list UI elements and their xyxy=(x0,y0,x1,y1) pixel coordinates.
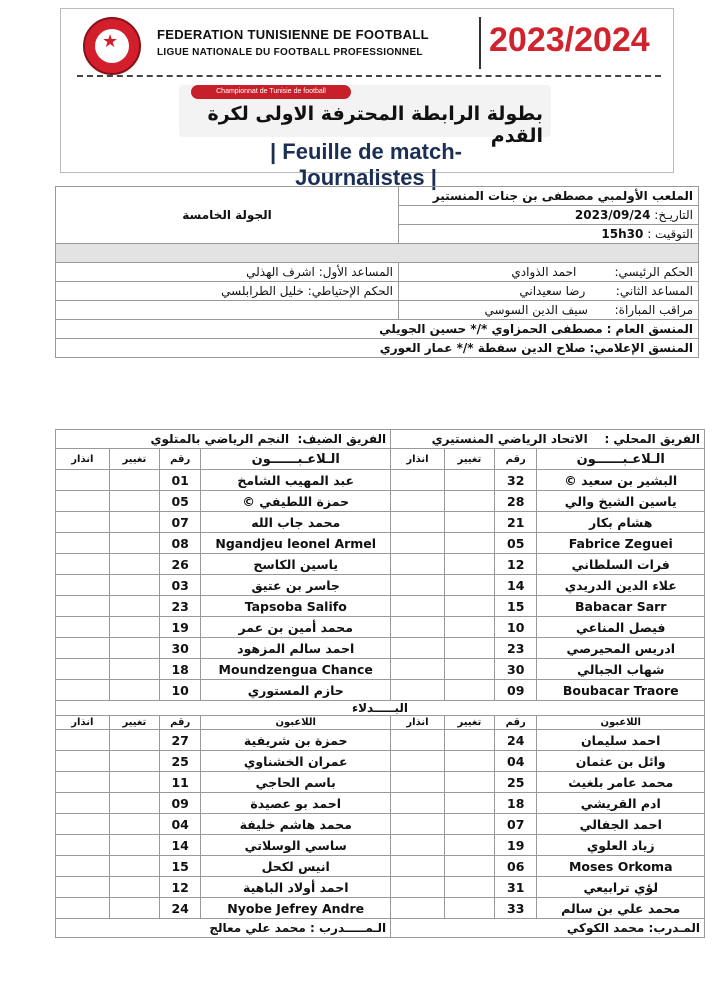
away-players-header: الـلاعـبــــــون xyxy=(201,449,391,470)
home-player-name: Moses Orkoma xyxy=(537,856,705,877)
home-player-number: 25 xyxy=(495,772,537,793)
federation-logo: ★ xyxy=(83,17,141,75)
away-player-name: Tapsoba Salifo xyxy=(201,596,391,617)
player-row xyxy=(56,617,705,638)
away-warning-cell xyxy=(56,554,110,575)
away-change-cell xyxy=(109,596,159,617)
spacer-row xyxy=(56,244,699,263)
home-player-name: ادريس المحيرصي xyxy=(537,638,705,659)
away-warning-cell xyxy=(56,638,110,659)
home-player-number: 24 xyxy=(495,730,537,751)
home-player-name: Fabrice Zeguei xyxy=(537,533,705,554)
league-name: LIGUE NATIONALE DU FOOTBALL PROFESSIONNEL xyxy=(157,47,423,58)
away-warning-cell xyxy=(56,470,110,491)
away-player-name: Nyobe Jefrey Andre xyxy=(201,898,391,919)
home-warning-header: انذار xyxy=(391,449,445,470)
away-change-cell xyxy=(109,814,159,835)
player-row xyxy=(56,856,705,877)
away-change-cell xyxy=(109,730,159,751)
away-warning-cell xyxy=(56,680,110,701)
away-number-header: رقم xyxy=(159,449,200,470)
away-warning-cell xyxy=(56,659,110,680)
assistant1-label: المساعد الأول: xyxy=(318,265,393,279)
away-player-name: ياسين الكاسح xyxy=(201,554,391,575)
home-player-name: زياد العلوي xyxy=(537,835,705,856)
home-warning-cell xyxy=(391,751,445,772)
home-change-cell xyxy=(444,680,494,701)
player-row xyxy=(56,659,705,680)
home-change-cell xyxy=(444,835,494,856)
home-player-number: 12 xyxy=(495,554,537,575)
home-player-name: Babacar Sarr xyxy=(537,596,705,617)
home-player-name: فرات السلطاني xyxy=(537,554,705,575)
away-player-number: 27 xyxy=(159,730,200,751)
home-player-name: احمد سليمان xyxy=(537,730,705,751)
home-player-name: Boubacar Traore xyxy=(537,680,705,701)
player-row xyxy=(56,877,705,898)
away-change-cell xyxy=(109,898,159,919)
observer: سيف الدين السوسي xyxy=(484,303,588,317)
home-warning-cell xyxy=(391,730,445,751)
home-player-number: 10 xyxy=(495,617,537,638)
home-change-header: تغيير xyxy=(444,449,494,470)
away-warning-cell xyxy=(56,617,110,638)
home-warning-cell xyxy=(391,659,445,680)
reserve: خليل الطرابلسي xyxy=(221,284,304,298)
away-change-cell xyxy=(109,772,159,793)
player-row xyxy=(56,835,705,856)
home-warning-cell xyxy=(391,575,445,596)
reserve-cell xyxy=(56,282,399,301)
sheet-title: | Feuille de match- Journalistes | xyxy=(270,139,462,190)
dashed-divider xyxy=(77,75,661,77)
home-change-cell xyxy=(444,751,494,772)
away-subs-warning-header: انذار xyxy=(56,716,110,730)
away-player-number: 11 xyxy=(159,772,200,793)
away-player-number: 03 xyxy=(159,575,200,596)
home-warning-cell xyxy=(391,898,445,919)
media-coord: صلاح الدين سفطة */* عمار العوري xyxy=(379,341,586,355)
player-row xyxy=(56,638,705,659)
home-player-number: 21 xyxy=(495,512,537,533)
general-coord-label: المنسق العام : xyxy=(606,322,693,336)
home-warning-cell xyxy=(391,554,445,575)
home-player-number: 04 xyxy=(495,751,537,772)
home-warning-cell xyxy=(391,814,445,835)
away-change-cell xyxy=(109,680,159,701)
home-player-number: 18 xyxy=(495,793,537,814)
home-player-number: 28 xyxy=(495,491,537,512)
away-warning-cell xyxy=(56,835,110,856)
home-subs-warning-header: انذار xyxy=(391,716,445,730)
home-subs-number-header: رقم xyxy=(495,716,537,730)
home-warning-cell xyxy=(391,680,445,701)
away-player-number: 14 xyxy=(159,835,200,856)
observer-cell xyxy=(399,301,699,320)
player-row xyxy=(56,730,705,751)
away-warning-cell xyxy=(56,596,110,617)
away-player-name: محمد هاشم خليفة xyxy=(201,814,391,835)
away-change-cell xyxy=(109,835,159,856)
away-warning-cell xyxy=(56,751,110,772)
away-warning-cell xyxy=(56,575,110,596)
home-player-number: 14 xyxy=(495,575,537,596)
away-change-header: تغيير xyxy=(109,449,159,470)
date-cell xyxy=(399,206,699,225)
away-player-number: 15 xyxy=(159,856,200,877)
home-change-cell xyxy=(444,617,494,638)
home-player-name: محمد علي بن سالم xyxy=(537,898,705,919)
away-coach-label: الـمـــــدرب : xyxy=(310,921,387,935)
home-player-number: 32 xyxy=(495,470,537,491)
player-row xyxy=(56,491,705,512)
away-player-number: 05 xyxy=(159,491,200,512)
home-player-name: هشام بكار xyxy=(537,512,705,533)
player-row xyxy=(56,596,705,617)
home-player-number: 09 xyxy=(495,680,537,701)
away-subs-players-header: اللاعبون xyxy=(201,716,391,730)
home-warning-cell xyxy=(391,596,445,617)
away-player-number: 18 xyxy=(159,659,200,680)
away-player-number: 07 xyxy=(159,512,200,533)
home-warning-cell xyxy=(391,772,445,793)
away-change-cell xyxy=(109,793,159,814)
home-subs-change-header: تغيير xyxy=(444,716,494,730)
home-change-cell xyxy=(444,470,494,491)
media-coord-label: المنسق الإعلامي: xyxy=(589,341,693,355)
away-warning-cell xyxy=(56,772,110,793)
referee-label: الحكم الرئيسي: xyxy=(614,265,693,279)
empty-cell xyxy=(56,301,399,320)
away-player-number: 19 xyxy=(159,617,200,638)
home-warning-cell xyxy=(391,793,445,814)
home-number-header: رقم xyxy=(495,449,537,470)
home-player-number: 19 xyxy=(495,835,537,856)
away-player-number: 24 xyxy=(159,898,200,919)
home-warning-cell xyxy=(391,533,445,554)
away-change-cell xyxy=(109,617,159,638)
general-coord-cell xyxy=(56,320,699,339)
away-team-cell xyxy=(56,430,391,449)
player-row xyxy=(56,470,705,491)
away-team: النجم الرياضي بالمتلوي xyxy=(150,432,290,446)
time-label: التوقيت : xyxy=(647,227,693,241)
home-change-cell xyxy=(444,533,494,554)
player-row xyxy=(56,533,705,554)
away-player-number: 10 xyxy=(159,680,200,701)
home-warning-cell xyxy=(391,617,445,638)
federation-name: FEDERATION TUNISIENNE DE FOOTBALL xyxy=(157,27,429,42)
home-team-cell xyxy=(391,430,705,449)
home-player-name: ياسين الشيخ والي xyxy=(537,491,705,512)
player-row xyxy=(56,554,705,575)
player-row xyxy=(56,680,705,701)
home-change-cell xyxy=(444,877,494,898)
home-player-number: 05 xyxy=(495,533,537,554)
away-player-name: حمزة اللطيفي © xyxy=(201,491,391,512)
away-warning-cell xyxy=(56,533,110,554)
home-change-cell xyxy=(444,554,494,575)
away-player-name: عمران الخشناوي xyxy=(201,751,391,772)
home-change-cell xyxy=(444,856,494,877)
player-row xyxy=(56,772,705,793)
match-info-table xyxy=(55,186,699,358)
away-coach: محمد علي معالج xyxy=(209,921,306,935)
home-player-name: شهاب الجبالي xyxy=(537,659,705,680)
header-divider xyxy=(479,17,481,69)
away-coach-cell xyxy=(56,919,391,938)
championship-ar: بطولة الرابطة المحترفة الاولى لكرة القدم xyxy=(207,103,543,147)
away-player-name: جاسر بن عتيق xyxy=(201,575,391,596)
home-player-number: 33 xyxy=(495,898,537,919)
home-player-name: محمد عامر بلغيث xyxy=(537,772,705,793)
stadium-cell xyxy=(399,187,699,206)
date-label: التاريـخ: xyxy=(654,208,693,222)
away-change-cell xyxy=(109,877,159,898)
player-row xyxy=(56,898,705,919)
home-player-number: 07 xyxy=(495,814,537,835)
away-player-name: احمد أولاد الباهية xyxy=(201,877,391,898)
away-player-name: حازم المستوري xyxy=(201,680,391,701)
lineups-table xyxy=(55,429,705,938)
away-change-cell xyxy=(109,533,159,554)
home-warning-cell xyxy=(391,856,445,877)
away-player-name: احمد بو عصيدة xyxy=(201,793,391,814)
player-row xyxy=(56,814,705,835)
away-player-number: 09 xyxy=(159,793,200,814)
player-row xyxy=(56,512,705,533)
away-player-name: انيس لكحل xyxy=(201,856,391,877)
home-player-number: 06 xyxy=(495,856,537,877)
referee-cell xyxy=(399,263,699,282)
home-player-name: وائل بن عثمان xyxy=(537,751,705,772)
away-player-name: عبد المهيب الشامخ xyxy=(201,470,391,491)
home-warning-cell xyxy=(391,638,445,659)
away-player-number: 12 xyxy=(159,877,200,898)
away-change-cell xyxy=(109,751,159,772)
away-subs-number-header: رقم xyxy=(159,716,200,730)
home-coach: محمد الكوكي xyxy=(566,921,645,935)
away-player-number: 30 xyxy=(159,638,200,659)
away-player-name: محمد جاب الله xyxy=(201,512,391,533)
away-change-cell xyxy=(109,554,159,575)
away-team-label: الفريق الضيف: xyxy=(297,432,387,446)
bench-title: البـــــدلاء xyxy=(56,701,705,716)
away-player-name: محمد أمين بن عمر xyxy=(201,617,391,638)
championship-banner xyxy=(179,85,551,147)
home-players-header: الـلاعـبــــــون xyxy=(537,449,705,470)
home-player-name: علاء الدين الدريدي xyxy=(537,575,705,596)
home-change-cell xyxy=(444,898,494,919)
assistant1-cell xyxy=(56,263,399,282)
away-player-number: 01 xyxy=(159,470,200,491)
away-player-number: 08 xyxy=(159,533,200,554)
home-change-cell xyxy=(444,814,494,835)
assistant2: رضا سعيداني xyxy=(519,284,586,298)
championship-fr: Championnat de Tunisie de football xyxy=(191,85,351,99)
away-player-number: 25 xyxy=(159,751,200,772)
home-change-cell xyxy=(444,512,494,533)
time: 15h30 xyxy=(601,227,644,241)
round: الجولة الخامسة xyxy=(56,187,399,244)
player-row xyxy=(56,575,705,596)
home-subs-players-header: اللاعبون xyxy=(537,716,705,730)
home-player-name: لؤي ترابيعي xyxy=(537,877,705,898)
time-cell xyxy=(399,225,699,244)
observer-label: مراقب المباراة: xyxy=(614,303,693,317)
away-change-cell xyxy=(109,491,159,512)
home-change-cell xyxy=(444,575,494,596)
away-warning-cell xyxy=(56,491,110,512)
away-player-name: حمزة بن شريفية xyxy=(201,730,391,751)
home-player-name: البشير بن سعيد © xyxy=(537,470,705,491)
away-subs-change-header: تغيير xyxy=(109,716,159,730)
document-header xyxy=(60,8,674,190)
home-player-name: فيصل المناعي xyxy=(537,617,705,638)
away-player-name: احمد سالم المزهود xyxy=(201,638,391,659)
home-coach-cell xyxy=(391,919,705,938)
away-player-name: Moundzengua Chance xyxy=(201,659,391,680)
away-change-cell xyxy=(109,856,159,877)
home-team: الاتحاد الرياضي المنستيري xyxy=(431,432,588,446)
away-player-name: باسم الحاجي xyxy=(201,772,391,793)
home-warning-cell xyxy=(391,835,445,856)
home-change-cell xyxy=(444,638,494,659)
home-change-cell xyxy=(444,772,494,793)
home-warning-cell xyxy=(391,877,445,898)
home-player-name: احمد الجفالي xyxy=(537,814,705,835)
home-warning-cell xyxy=(391,512,445,533)
referee: احمد الذوادي xyxy=(511,265,577,279)
away-player-name: Ngandjeu leonel Armel xyxy=(201,533,391,554)
away-warning-cell xyxy=(56,793,110,814)
stadium: الملعب الأولمبي مصطفى بن جنات المنستير xyxy=(432,189,693,203)
assistant1: اشرف الهذلي xyxy=(246,265,315,279)
home-change-cell xyxy=(444,730,494,751)
away-warning-cell xyxy=(56,856,110,877)
player-row xyxy=(56,751,705,772)
away-player-number: 04 xyxy=(159,814,200,835)
away-change-cell xyxy=(109,470,159,491)
away-warning-cell xyxy=(56,814,110,835)
date: 2023/09/24 xyxy=(574,208,651,222)
away-change-cell xyxy=(109,575,159,596)
home-player-number: 15 xyxy=(495,596,537,617)
home-team-label: الفريق المحلي : xyxy=(604,432,700,446)
home-change-cell xyxy=(444,659,494,680)
home-player-name: ادم القريشي xyxy=(537,793,705,814)
media-coord-cell xyxy=(56,339,699,358)
home-player-number: 31 xyxy=(495,877,537,898)
away-warning-cell xyxy=(56,898,110,919)
away-player-name: ساسي الوسلاتي xyxy=(201,835,391,856)
player-row xyxy=(56,793,705,814)
away-warning-header: انذار xyxy=(56,449,110,470)
away-warning-cell xyxy=(56,512,110,533)
home-coach-label: المـدرب: xyxy=(648,921,700,935)
home-player-number: 23 xyxy=(495,638,537,659)
home-warning-cell xyxy=(391,491,445,512)
reserve-label: الحكم الإحتياطي: xyxy=(307,284,393,298)
away-warning-cell xyxy=(56,877,110,898)
home-warning-cell xyxy=(391,470,445,491)
home-change-cell xyxy=(444,596,494,617)
home-change-cell xyxy=(444,491,494,512)
away-warning-cell xyxy=(56,730,110,751)
away-change-cell xyxy=(109,659,159,680)
away-change-cell xyxy=(109,512,159,533)
home-player-number: 30 xyxy=(495,659,537,680)
assistant2-label: المساعد الثاني: xyxy=(615,284,693,298)
season: 2023/2024 xyxy=(489,21,650,59)
away-player-number: 26 xyxy=(159,554,200,575)
assistant2-cell xyxy=(399,282,699,301)
away-player-number: 23 xyxy=(159,596,200,617)
general-coord: مصطفى الحمزاوي */* حسين الجويلي xyxy=(379,322,603,336)
away-change-cell xyxy=(109,638,159,659)
home-change-cell xyxy=(444,793,494,814)
